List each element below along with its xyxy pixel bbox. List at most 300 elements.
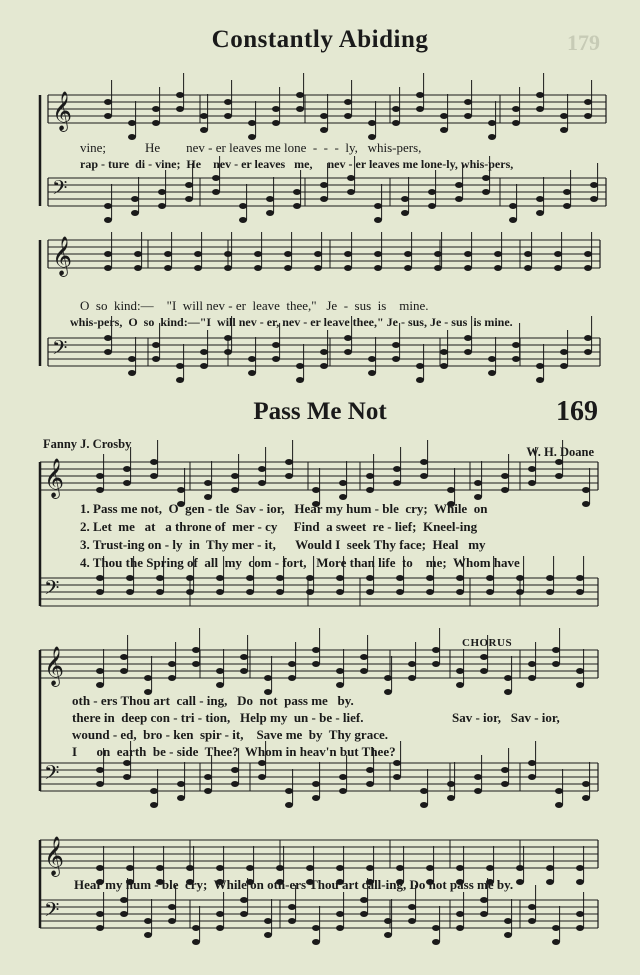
notehead [408,904,416,910]
notehead [524,265,532,271]
notehead [455,196,463,202]
notehead [176,106,184,112]
notehead [554,251,562,257]
notehead [120,897,128,903]
notehead [552,925,560,931]
notehead [104,349,112,355]
notehead [384,932,392,938]
notehead [239,217,247,223]
notehead [440,363,448,369]
notehead [306,589,314,595]
notehead [216,911,224,917]
treble-clef-icon: 𝄞 [52,91,73,131]
notehead [396,589,404,595]
notehead [456,668,464,674]
notehead [488,120,496,126]
notehead [152,342,160,348]
notehead [512,120,520,126]
notehead [293,203,301,209]
notehead [320,182,328,188]
notehead [128,370,136,376]
notehead [480,668,488,674]
notehead [120,911,128,917]
notehead [314,265,322,271]
notehead [254,251,262,257]
notehead [420,788,428,794]
notehead [536,210,544,216]
notehead [360,654,368,660]
notehead [482,189,490,195]
notehead [392,342,400,348]
bass-clef-icon: 𝄢 [52,176,68,204]
notehead [186,589,194,595]
verse-1-cont: oth - ers Thou art call - ing, Do not pass me by. [72,693,354,708]
notehead [231,473,239,479]
notehead [440,127,448,133]
notehead [96,865,104,871]
notehead [392,356,400,362]
notehead [152,120,160,126]
notehead [488,134,496,140]
notehead [512,342,520,348]
notehead [432,939,440,945]
notehead [176,92,184,98]
notehead [447,487,455,493]
notehead [272,342,280,348]
notehead [96,781,104,787]
notehead [344,335,352,341]
notehead [426,865,434,871]
notehead [555,802,563,808]
notehead [420,802,428,808]
notehead [360,911,368,917]
notehead [344,349,352,355]
notehead [536,92,544,98]
notehead [144,918,152,924]
notehead [168,661,176,667]
notehead [474,774,482,780]
verse-2-cont: there in deep con - tri - tion, Help my un - be - lief. [72,710,364,725]
notehead [266,210,274,216]
notehead [344,265,352,271]
notehead [516,589,524,595]
notehead [509,217,517,223]
notehead [96,589,104,595]
notehead [156,589,164,595]
notehead [374,265,382,271]
notehead [168,675,176,681]
bass-clef-icon: 𝄢 [44,898,60,926]
notehead [576,575,584,581]
notehead [420,459,428,465]
notehead [336,865,344,871]
notehead [131,210,139,216]
notehead [360,668,368,674]
notehead [584,265,592,271]
bass-clef-icon: 𝄢 [44,761,60,789]
lyric-line: whis-pers, O so kind:—"I will nev - er, nev - er leave thee," Je - sus, Je - sus is mine. [70,315,513,329]
notehead [96,911,104,917]
notehead [134,251,142,257]
notehead [224,349,232,355]
notehead [501,487,509,493]
notehead [212,175,220,181]
notehead [576,879,584,885]
notehead [312,647,320,653]
notehead [456,865,464,871]
notehead [401,210,409,216]
notehead [555,788,563,794]
notehead [126,865,134,871]
notehead [192,939,200,945]
notehead [258,760,266,766]
notehead [440,113,448,119]
notehead [384,675,392,681]
notehead [248,370,256,376]
notehead [584,113,592,119]
notehead [416,106,424,112]
notehead [96,473,104,479]
notehead [144,932,152,938]
notehead [306,575,314,581]
notehead [164,251,172,257]
notehead [285,459,293,465]
notehead [434,251,442,257]
notehead [528,466,536,472]
notehead [264,918,272,924]
notehead [320,127,328,133]
notehead [150,802,158,808]
notehead [368,356,376,362]
notehead [555,473,563,479]
notehead [128,120,136,126]
notehead [432,925,440,931]
notehead [416,377,424,383]
notehead [336,575,344,581]
notehead [347,175,355,181]
notehead [546,575,554,581]
notehead [516,575,524,581]
notehead [224,251,232,257]
notehead [576,925,584,931]
notehead [339,788,347,794]
notehead [224,99,232,105]
notehead [366,781,374,787]
notehead [258,480,266,486]
notehead [177,795,185,801]
notehead [552,939,560,945]
notehead [204,480,212,486]
notehead [168,918,176,924]
notehead [582,781,590,787]
chorus-lyric: Sav - ior, Sav - ior, [452,710,560,725]
notehead [224,113,232,119]
notehead [447,781,455,787]
notehead [590,196,598,202]
notehead [434,265,442,271]
notehead [455,182,463,188]
notehead [293,189,301,195]
notehead [488,370,496,376]
notehead [152,356,160,362]
final-lyric-line: Hear my hum - ble cry; While on oth-ers Thou art call-ing, Do not pass me by. [74,877,514,892]
notehead [276,865,284,871]
notehead [128,356,136,362]
notehead [392,120,400,126]
notehead [576,865,584,871]
notehead [368,120,376,126]
verse-3: 3. Trust-ing on - ly in Thy mer - it, Would I seek Thy face; Heal my [80,537,486,552]
notehead [456,911,464,917]
notehead [104,335,112,341]
notehead [186,865,194,871]
notehead [96,668,104,674]
notehead [224,335,232,341]
notehead [546,865,554,871]
notehead [501,473,509,479]
notehead [393,466,401,472]
notehead [339,774,347,780]
notehead [240,654,248,660]
notehead [320,113,328,119]
notehead [384,918,392,924]
notehead [374,251,382,257]
notehead [288,661,296,667]
notehead [120,668,128,674]
notehead [120,654,128,660]
notehead [288,918,296,924]
notehead [494,265,502,271]
notehead [554,265,562,271]
notehead [408,661,416,667]
notehead [474,480,482,486]
notehead [216,682,224,688]
notehead [204,788,212,794]
notehead [480,897,488,903]
notehead [231,487,239,493]
notehead [347,189,355,195]
notehead [246,575,254,581]
notehead [480,911,488,917]
notehead [536,106,544,112]
notehead [440,349,448,355]
notehead [528,675,536,681]
notehead [240,668,248,674]
notehead [360,897,368,903]
notehead [312,795,320,801]
notehead [396,575,404,581]
notehead [576,589,584,595]
notehead [401,196,409,202]
notehead [336,589,344,595]
notehead [320,363,328,369]
notehead [186,575,194,581]
notehead [464,335,472,341]
notehead [200,349,208,355]
notehead [96,925,104,931]
notehead [192,661,200,667]
notehead [216,589,224,595]
notehead [392,106,400,112]
notehead [486,575,494,581]
notehead [96,575,104,581]
notehead [486,865,494,871]
notehead [216,575,224,581]
notehead [552,647,560,653]
notehead [156,865,164,871]
notehead [516,865,524,871]
notehead [176,363,184,369]
notehead [420,473,428,479]
notehead [366,767,374,773]
notehead [248,356,256,362]
notehead [104,113,112,119]
notehead [264,932,272,938]
bass-clef-icon: 𝄢 [52,336,68,364]
notehead [560,349,568,355]
notehead [584,251,592,257]
notehead [123,774,131,780]
notehead [528,904,536,910]
notehead [216,925,224,931]
notehead [104,99,112,105]
notehead [312,925,320,931]
notehead [177,781,185,787]
notehead [524,251,532,257]
notehead [563,189,571,195]
bass-clef-icon: 𝄢 [44,576,60,604]
notehead [320,196,328,202]
notehead [464,265,472,271]
notehead [104,265,112,271]
notehead [96,487,104,493]
notehead [504,689,512,695]
notehead [509,203,517,209]
chorus-label: CHORUS [462,637,513,649]
notehead [246,865,254,871]
notehead [272,356,280,362]
notehead [582,487,590,493]
notehead [312,661,320,667]
notehead [456,682,464,688]
notehead [374,203,382,209]
notehead [239,203,247,209]
notehead [480,654,488,660]
notehead [464,113,472,119]
notehead [366,487,374,493]
notehead [176,377,184,383]
notehead [185,182,193,188]
notehead [240,897,248,903]
notehead [336,911,344,917]
notehead [246,589,254,595]
notehead [284,265,292,271]
treble-clef-icon: 𝄞 [44,836,65,876]
verse-2: 2. Let me at a throne of mer - cy Find a sweet re - lief; Kneel-ing [80,519,478,534]
notehead [336,925,344,931]
notehead [426,575,434,581]
hymn-number: 169 [556,396,598,427]
notehead [96,682,104,688]
notehead [560,127,568,133]
notehead [254,265,262,271]
notehead [258,774,266,780]
notehead [344,99,352,105]
notehead [284,251,292,257]
notehead [416,363,424,369]
notehead [474,494,482,500]
notehead [231,767,239,773]
notehead [150,459,158,465]
notehead [339,494,347,500]
notehead [576,668,584,674]
notehead [408,675,416,681]
notehead [482,175,490,181]
notehead [408,918,416,924]
notehead [384,689,392,695]
notehead [576,682,584,688]
notehead [366,575,374,581]
notehead [546,879,554,885]
notehead [285,473,293,479]
notehead [339,480,347,486]
faint-page-number: 179 [567,30,600,55]
notehead [192,925,200,931]
notehead [200,363,208,369]
notehead [306,865,314,871]
notehead [144,675,152,681]
notehead [494,251,502,257]
notehead [104,251,112,257]
notehead [131,196,139,202]
notehead [152,106,160,112]
notehead [536,196,544,202]
notehead [314,251,322,257]
notehead [432,647,440,653]
notehead [248,120,256,126]
notehead [464,99,472,105]
notehead [516,879,524,885]
notehead [344,251,352,257]
notehead [150,788,158,794]
notehead [584,349,592,355]
notehead [366,589,374,595]
notehead [156,575,164,581]
notehead [104,217,112,223]
notehead [216,865,224,871]
notehead [312,939,320,945]
notehead [426,589,434,595]
notehead [285,788,293,794]
notehead [488,356,496,362]
notehead [231,781,239,787]
notehead [296,377,304,383]
verse-4: 4. Thou the Spring of all my com - fort, More than life to me; Whom have [80,555,520,570]
hymn-title: Pass Me Not [253,398,387,425]
treble-clef-icon: 𝄞 [44,646,65,686]
notehead [404,265,412,271]
notehead [185,196,193,202]
notehead [528,774,536,780]
notehead [134,265,142,271]
notehead [192,647,200,653]
notehead [552,661,560,667]
notehead [456,925,464,931]
notehead [194,265,202,271]
notehead [276,575,284,581]
notehead [194,251,202,257]
notehead [528,661,536,667]
